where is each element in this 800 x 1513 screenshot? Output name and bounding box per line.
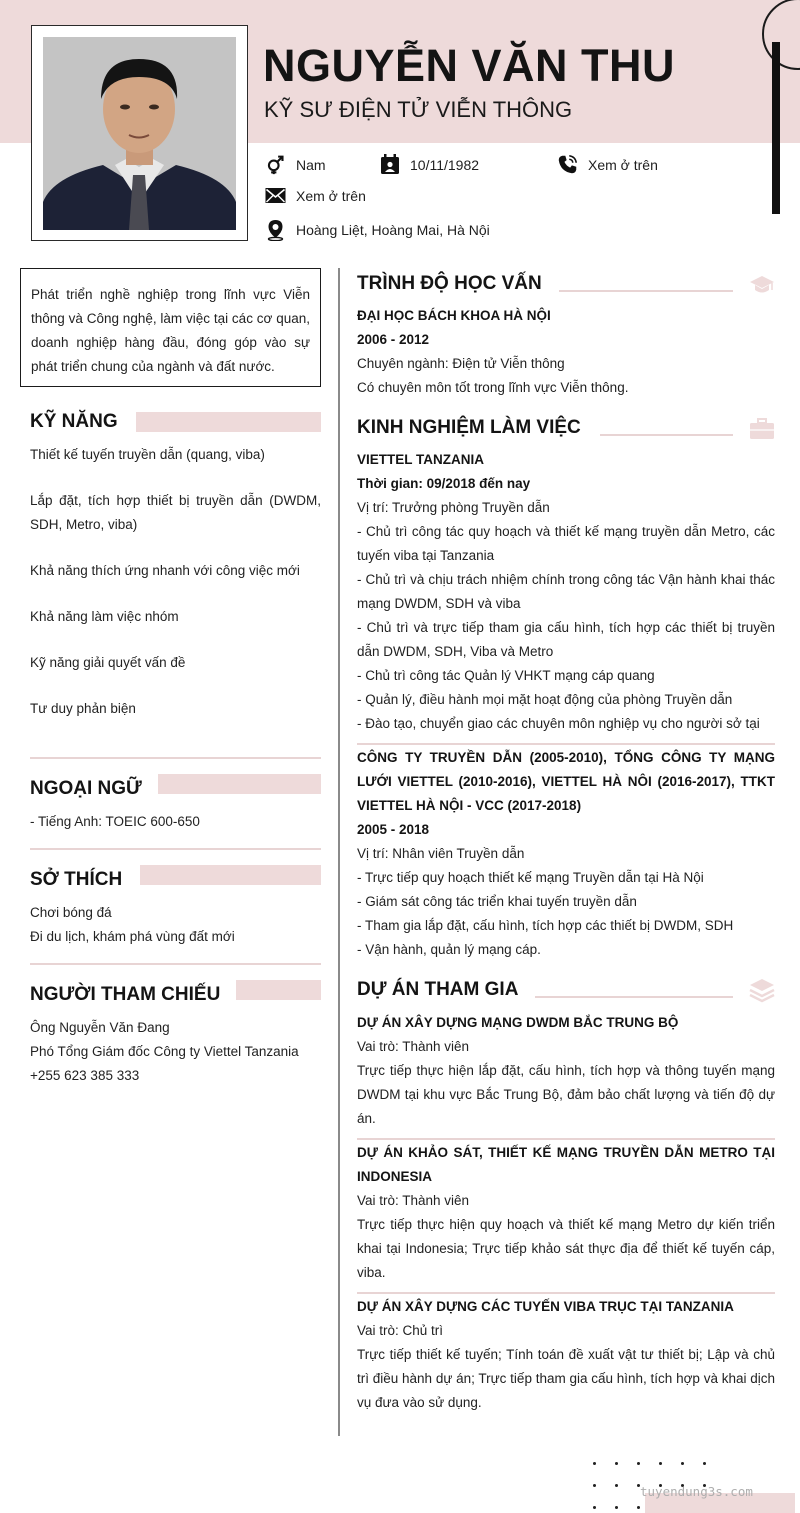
reference-position: Phó Tổng Giám đốc Công ty Viettel Tanzania: [30, 1044, 299, 1059]
project-role: Vai trò: Chủ trì: [357, 1323, 444, 1338]
entry-divider: [357, 1292, 775, 1294]
project-entry: [357, 1295, 775, 1415]
languages-heading: NGOẠI NGỮ: [30, 778, 142, 799]
email-value: Xem ở trên: [296, 187, 366, 204]
education-block: [357, 304, 775, 400]
education-heading-rule: [559, 290, 733, 292]
phone-value: Xem ở trên: [588, 156, 658, 173]
references-heading: NGƯỜI THAM CHIẾU: [30, 984, 221, 1005]
briefcase-icon: [749, 418, 775, 440]
entry-divider: [357, 1138, 775, 1140]
skill-item: Lắp đặt, tích hợp thiết bị truyền dẫn (DWDM, SDH, Metro, viba): [30, 493, 321, 532]
info-address: [265, 219, 490, 241]
info-email: [265, 187, 366, 204]
project-entry: [357, 1141, 775, 1285]
portrait-illustration: [43, 37, 236, 230]
project-name: DỰ ÁN XÂY DỰNG MẠNG DWDM BẮC TRUNG BỘ: [357, 1015, 679, 1030]
skills-heading-bar: [136, 412, 321, 432]
gender-value: Nam: [296, 156, 326, 173]
hobby-item: Chơi bóng đá: [30, 905, 112, 920]
candidate-job-title: KỸ SƯ ĐIỆN TỬ VIỄN THÔNG: [264, 97, 573, 122]
references-heading-bar: [236, 980, 321, 1000]
decorative-dot: [637, 1506, 640, 1509]
job-company: VIETTEL TANZANIA: [357, 452, 484, 467]
decorative-dot: [593, 1506, 596, 1509]
school-name: ĐẠI HỌC BÁCH KHOA HÀ NỘI: [357, 308, 551, 323]
projects-heading: DỰ ÁN THAM GIA: [357, 979, 519, 1000]
experience-heading-rule: [600, 434, 733, 436]
info-phone: [557, 154, 658, 175]
job-entry: [357, 746, 775, 962]
education-major: Chuyên ngành: Điện tử Viễn thông: [357, 356, 565, 371]
hobby-item: Đi du lịch, khám phá vùng đất mới: [30, 929, 235, 944]
job-entry: [357, 448, 775, 736]
job-duty: - Quản lý, điều hành mọi mặt hoạt động của phòng Truyền dẫn: [357, 692, 733, 707]
candidate-name: NGUYỄN VĂN THU: [263, 40, 676, 91]
skill-item: Khả năng làm việc nhóm: [30, 609, 179, 624]
profile-photo-frame: [31, 25, 248, 241]
job-company: CÔNG TY TRUYỀN DẪN (2005-2010), TỔNG CÔNG TY MẠNG LƯỚI VIETTEL (2010-2016), VIETTEL HÀ NÔI (2016-2017), TTKT VIETTEL HÀ NỘI - VCC (2017-2018): [357, 750, 775, 813]
education-period: 2006 - 2012: [357, 332, 430, 347]
job-position: Vị trí: Trưởng phòng Truyền dẫn: [357, 500, 550, 515]
decorative-dot: [659, 1462, 662, 1465]
section-divider: [30, 757, 321, 759]
job-duty: - Giám sát công tác triển khai tuyến truyền dẫn: [357, 894, 637, 909]
gender-icon: [265, 154, 286, 175]
project-role: Vai trò: Thành viên: [357, 1039, 470, 1054]
envelope-icon: [265, 187, 286, 204]
project-description: Trực tiếp thiết kế tuyến; Tính toán đề xuất vật tư thiết bị; Lập và chủ trì điều hành dự án; Trực tiếp tham gia cấu hình, tích hợp và khai dịch vụ đưa vào sử dụng.: [357, 1347, 775, 1410]
watermark-text: tuyendung3s.com: [640, 1484, 753, 1499]
dob-value: 10/11/1982: [410, 156, 480, 173]
decorative-dot: [681, 1462, 684, 1465]
graduation-cap-icon: [749, 275, 775, 295]
info-dob: [380, 154, 479, 175]
project-name: DỰ ÁN KHẢO SÁT, THIẾT KẾ MẠNG TRUYỀN DẪN METRO TẠI INDONESIA: [357, 1145, 775, 1184]
job-duty: - Đào tạo, chuyển giao các chuyên môn nghiệp vụ cho người sở tại: [357, 716, 760, 731]
education-heading: TRÌNH ĐỘ HỌC VẤN: [357, 273, 542, 294]
job-duty: - Trực tiếp quy hoạch thiết kế mạng Truyền dẫn tại Hà Nội: [357, 870, 704, 885]
entry-divider: [357, 743, 775, 745]
project-description: Trực tiếp thực hiện lắp đặt, cấu hình, tích hợp và thông tuyến mạng DWDM tại khu vực Bắc Trung Bộ, đảm bảo chất lượng và tiến độ dự án.: [357, 1063, 775, 1126]
job-duty: - Chủ trì và trực tiếp tham gia cấu hình, tích hợp các thiết bị truyền dẫn DWDM, SDH, Viba và Metro: [357, 620, 775, 659]
education-note: Có chuyên môn tốt trong lĩnh vực Viễn thông.: [357, 380, 629, 395]
job-duty: - Chủ trì công tác quy hoạch và thiết kế mạng truyền dẫn Metro, các tuyến viba tại Tanzania: [357, 524, 775, 563]
project-role: Vai trò: Thành viên: [357, 1193, 470, 1208]
skill-item: Khả năng thích ứng nhanh với công việc mới: [30, 563, 300, 578]
job-position: Vị trí: Nhân viên Truyền dẫn: [357, 846, 525, 861]
decorative-dot: [615, 1484, 618, 1487]
job-duty: - Vận hành, quản lý mạng cáp.: [357, 942, 541, 957]
career-objective-text: Phát triển nghề nghiệp trong lĩnh vực Viễn thông và Công nghệ, làm việc tại các cơ quan, doanh nghiệp hàng đầu, đóng góp vào sự phát triển chung của ngành và đất nước.: [31, 287, 310, 374]
decorative-vertical-bar: [772, 42, 780, 214]
job-duty: - Tham gia lắp đặt, cấu hình, tích hợp các thiết bị DWDM, SDH: [357, 918, 734, 933]
project-entry: [357, 1011, 775, 1131]
career-objective-box: [20, 268, 321, 387]
job-duty: - Chủ trì công tác Quản lý VHKT mạng cáp quang: [357, 668, 655, 683]
skill-item: Kỹ năng giải quyết vấn đề: [30, 655, 186, 670]
column-divider: [338, 268, 340, 1436]
job-duty: - Chủ trì và chịu trách nhiệm chính trong công tác Vận hành khai thác mạng DWDM, SDH và viba: [357, 572, 775, 611]
project-name: DỰ ÁN XÂY DỰNG CÁC TUYẾN VIBA TRỤC TẠI TANZANIA: [357, 1299, 734, 1314]
skill-item: Tư duy phản biện: [30, 701, 136, 716]
job-period: 2005 - 2018: [357, 822, 430, 837]
profile-photo: [43, 37, 236, 230]
project-description: Trực tiếp thực hiện quy hoạch và thiết kế mạng Metro dự kiến triển khai tại Indonesia; Trực tiếp khảo sát thực địa để thiết kế tuyến cáp, viba.: [357, 1217, 775, 1280]
location-pin-icon: [265, 219, 286, 241]
language-item: - Tiếng Anh: TOEIC 600-650: [30, 814, 200, 829]
experience-heading: KINH NGHIỆM LÀM VIỆC: [357, 417, 581, 438]
projects-heading-rule: [535, 996, 733, 998]
reference-phone: +255 623 385 333: [30, 1068, 140, 1083]
job-period: Thời gian: 09/2018 đến nay: [357, 476, 531, 491]
languages-heading-bar: [158, 774, 321, 794]
calendar-icon: [380, 154, 400, 175]
section-divider: [30, 848, 321, 850]
decorative-dot: [637, 1462, 640, 1465]
layers-icon: [749, 977, 775, 1003]
phone-icon: [557, 154, 578, 175]
hobbies-heading-bar: [140, 865, 321, 885]
hobbies-heading: SỞ THÍCH: [30, 869, 123, 890]
address-value: Hoàng Liệt, Hoàng Mai, Hà Nội: [296, 222, 490, 238]
decorative-dot: [593, 1484, 596, 1487]
decorative-dot: [615, 1462, 618, 1465]
decorative-dot: [703, 1462, 706, 1465]
decorative-dot: [615, 1506, 618, 1509]
skills-heading: KỸ NĂNG: [30, 411, 118, 432]
skill-item: Thiết kế tuyến truyền dẫn (quang, viba): [30, 447, 265, 462]
info-gender: [265, 154, 326, 175]
section-divider: [30, 963, 321, 965]
reference-name: Ông Nguyễn Văn Đang: [30, 1020, 170, 1035]
decorative-dot: [593, 1462, 596, 1465]
